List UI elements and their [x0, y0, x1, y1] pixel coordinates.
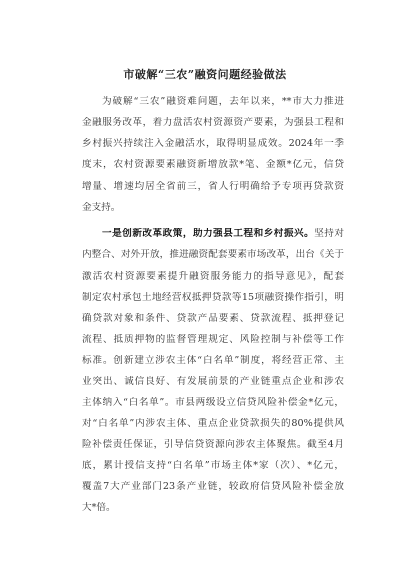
paragraph-line: 险补偿责任保证，引导信贷资源向涉农主体聚焦。截至4月 [82, 439, 344, 450]
paragraph-line: 大*倍。 [82, 502, 116, 513]
paragraph-line: 激活农村资源要素提升融资服务能力的指导意见》，配套 [82, 271, 344, 282]
paragraph-line: 对“白名单”内涉农主体、重点企业贷款损失的80%提供风 [82, 418, 344, 429]
section-heading-line [102, 228, 344, 240]
paragraph-line: 覆盖7大产业部门23条产业链，较政府信贷风险补偿金放 [82, 481, 344, 492]
paragraph-line: 业突出、诚信良好、有发展前景的产业链重点企业和涉农 [82, 376, 344, 387]
paragraph-line: 确贷款对象和条件、贷款产品要素、贷款流程、抵押登记 [82, 313, 344, 324]
document-title: 市破解“三农”融资问题经验做法 [123, 68, 287, 81]
paragraph-line: 度末，农村资源要素融资新增放款*笔、金额*亿元，信贷 [82, 159, 344, 170]
paragraph-line: 主体纳入“白名单”。市县两级设立信贷风险补偿金*亿元， [82, 397, 344, 408]
paragraph-line: 乡村振兴持续注入金融活水，取得明显成效。2024年一季 [82, 138, 344, 149]
paragraph-line: 底，累计授信支持“白名单”市场主体*家（次）、*亿元， [82, 460, 344, 471]
section-heading-tail: 坚持对 [314, 228, 344, 239]
paragraph-line: 增量、增速均居全省前三，省人行明确给予专项再贷款资 [82, 181, 344, 192]
paragraph-line: 标准。创新建立涉农主体“白名单”制度，将经营正常、主 [82, 355, 344, 366]
section-heading: 一是创新改革政策，助力强县工程和乡村振兴。 [102, 228, 315, 239]
paragraph-line: 为破解“三农”融资难问题，去年以来，**市大力推进 [102, 96, 344, 107]
paragraph-line: 金融服务改革，着力盘活农村资源资产要素，为强县工程和 [82, 117, 344, 128]
paragraph-line: 内整合、对外开放，推进融资配套要素市场改革，出台《关于 [82, 249, 344, 260]
paragraph-line: 流程、抵质押物的监督管理规定、风险控制与补偿等工作 [82, 334, 344, 345]
paragraph-line: 制定农村承包土地经营权抵押贷款等15项融资操作指引，明 [82, 292, 344, 303]
paragraph-line: 金支持。 [82, 202, 121, 213]
